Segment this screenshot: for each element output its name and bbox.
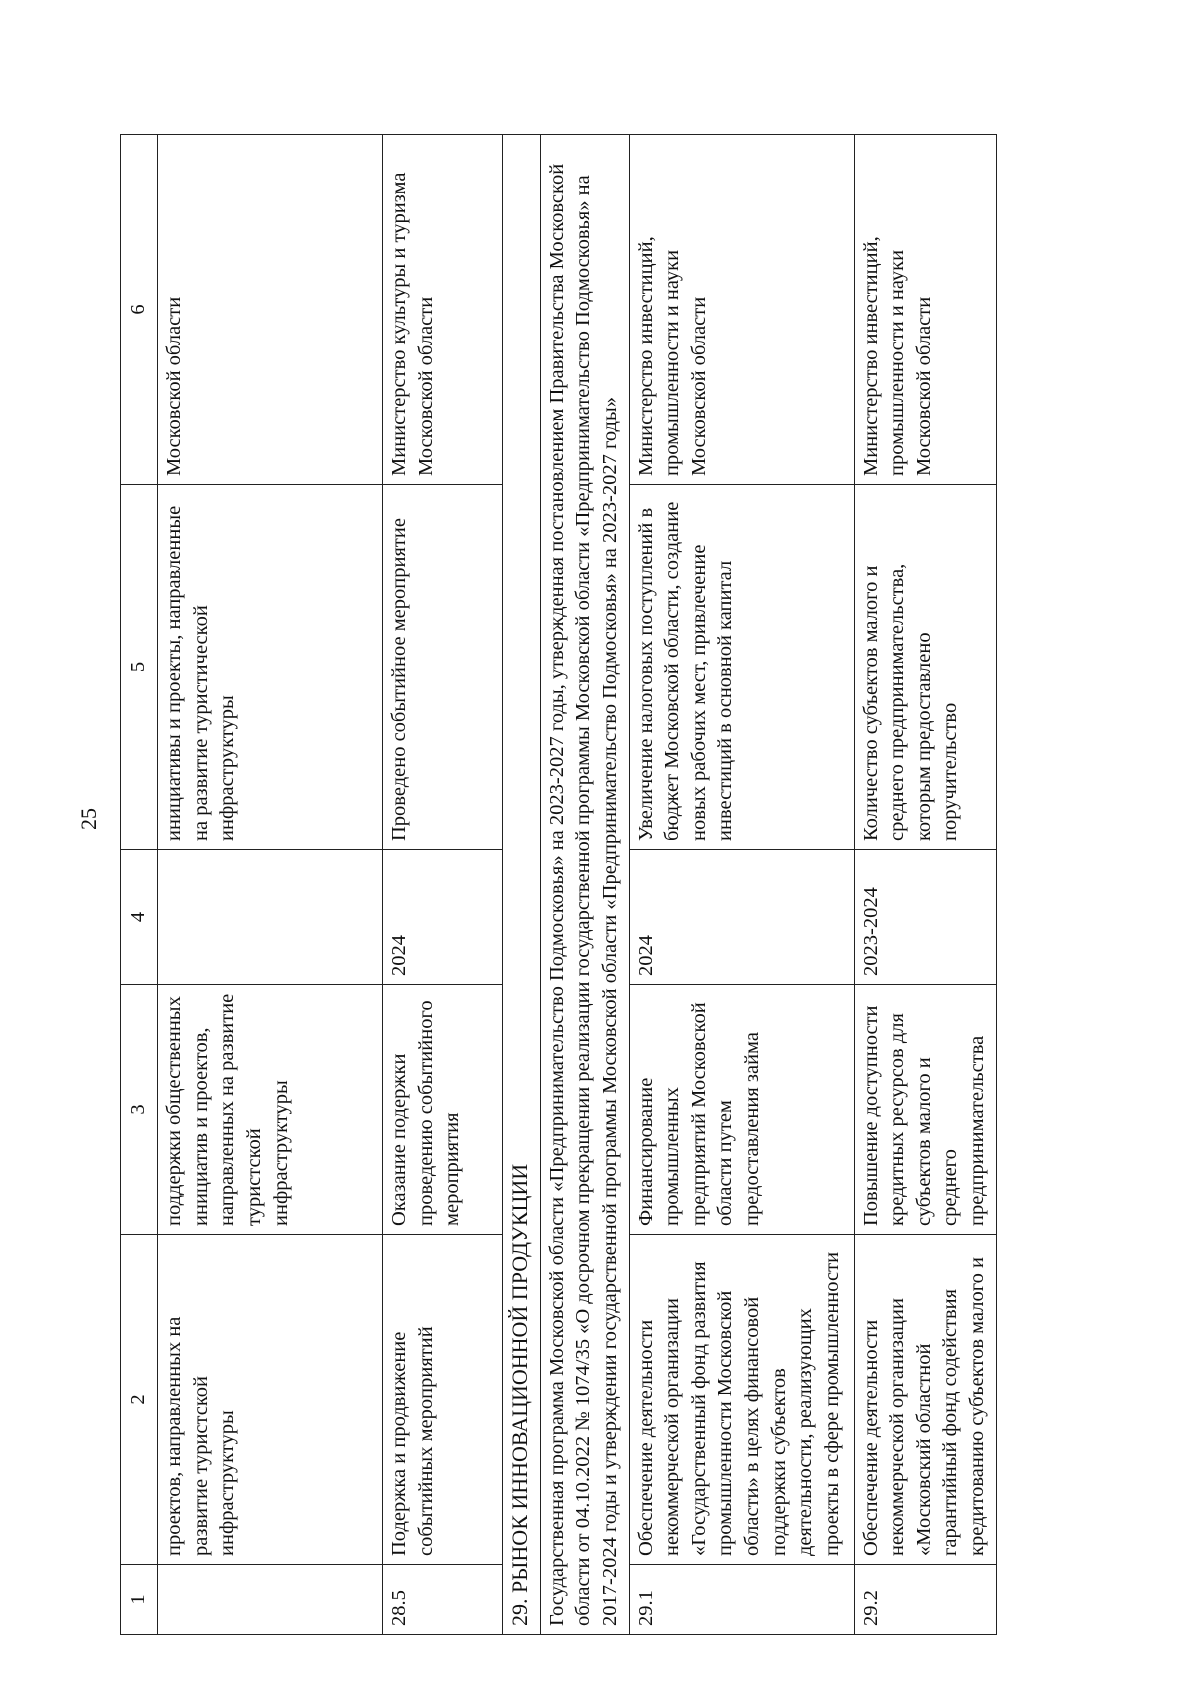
cell-measure: Обеспечение деятельности некоммерческой организации «Московский областной гарантийный фонд содействия кредитованию субъектов малого и [854, 1235, 996, 1565]
cell-description: Оказание подержки проведению событийного мероприятия [383, 985, 503, 1235]
table-row-29-2 [854, 135, 996, 1635]
section-29-program-row [540, 135, 629, 1635]
section-29-title-row [503, 135, 541, 1635]
cell-period: 2024 [383, 850, 503, 985]
cell-result: Проведено событийное мероприятие [383, 485, 503, 850]
measures-table [120, 134, 997, 1635]
program-description: Государственная программа Московской области «Предпринимательство Подмосковья» на 2023-2027 годы, утвержденная постановлением Правительства Московской области от 04.10.2022 № 1074/35 «О досрочном прекращении реализации государственной программы Московской области «Предпринимательство Подмосковья» на 2017-2024 годы и утверждении государственной программы Московской области «Предпринимательство Подмосковья» на 2023-2027 годы» [540, 135, 629, 1635]
cell-number: 28.5 [383, 1565, 503, 1635]
cell-number [158, 1565, 383, 1635]
cell-result: Увеличение налоговых поступлений в бюджет Московской области, создание новых рабочих мест, привлечение инвестиций в основной капитал [629, 485, 854, 850]
page-number: 25 [76, 808, 101, 830]
header-row [121, 135, 158, 1635]
header-col-1: 1 [121, 1565, 158, 1635]
cell-description: поддержки общественных инициатив и проектов, направленных на развитие туристской инфраструктуры [158, 985, 383, 1235]
cell-number: 29.1 [629, 1565, 854, 1635]
cell-executor: Московской области [158, 135, 383, 485]
cell-executor: Министерство инвестиций, промышленности и науки Московской области [629, 135, 854, 485]
cell-measure: проектов, направленных на развитие туристской инфраструктуры [158, 1235, 383, 1565]
section-title: 29. РЫНОК ИННОВАЦИОННОЙ ПРОДУКЦИИ [503, 135, 541, 1635]
table-row-29-1 [629, 135, 854, 1635]
cell-measure: Подержка и продвижение событийных мероприятий [383, 1235, 503, 1565]
cell-description: Финансирование промышленных предприятий Московской области путем предоставления займа [629, 985, 854, 1235]
cell-executor: Министерство инвестиций, промышленности и науки Московской области [854, 135, 996, 485]
cell-period: 2023-2024 [854, 850, 996, 985]
cell-number: 29.2 [854, 1565, 996, 1635]
cell-result: Количество субъектов малого и среднего предпринимательства, которым предоставлено поручительство [854, 485, 996, 850]
header-col-6: 6 [121, 135, 158, 485]
cell-description: Повышение доступности кредитных ресурсов для субъектов малого и среднего предпринимательства [854, 985, 996, 1235]
cell-measure: Обеспечение деятельности некоммерческой организации «Государственный фонд развития промышленности Московской области» в целях финансовой поддержки субъектов деятельности, реализующих проекты в сфере промышленности [629, 1235, 854, 1565]
cell-executor: Министерство культуры и туризма Московской области [383, 135, 503, 485]
table-row-continuation [158, 135, 383, 1635]
cell-period [158, 850, 383, 985]
header-col-2: 2 [121, 1235, 158, 1565]
header-col-3: 3 [121, 985, 158, 1235]
cell-period: 2024 [629, 850, 854, 985]
header-col-5: 5 [121, 485, 158, 850]
header-col-4: 4 [121, 850, 158, 985]
table-row-28-5 [383, 135, 503, 1635]
cell-result: инициативы и проекты, направленные на развитие туристической инфраструктуры [158, 485, 383, 850]
rotated-table-container [120, 135, 1150, 1635]
